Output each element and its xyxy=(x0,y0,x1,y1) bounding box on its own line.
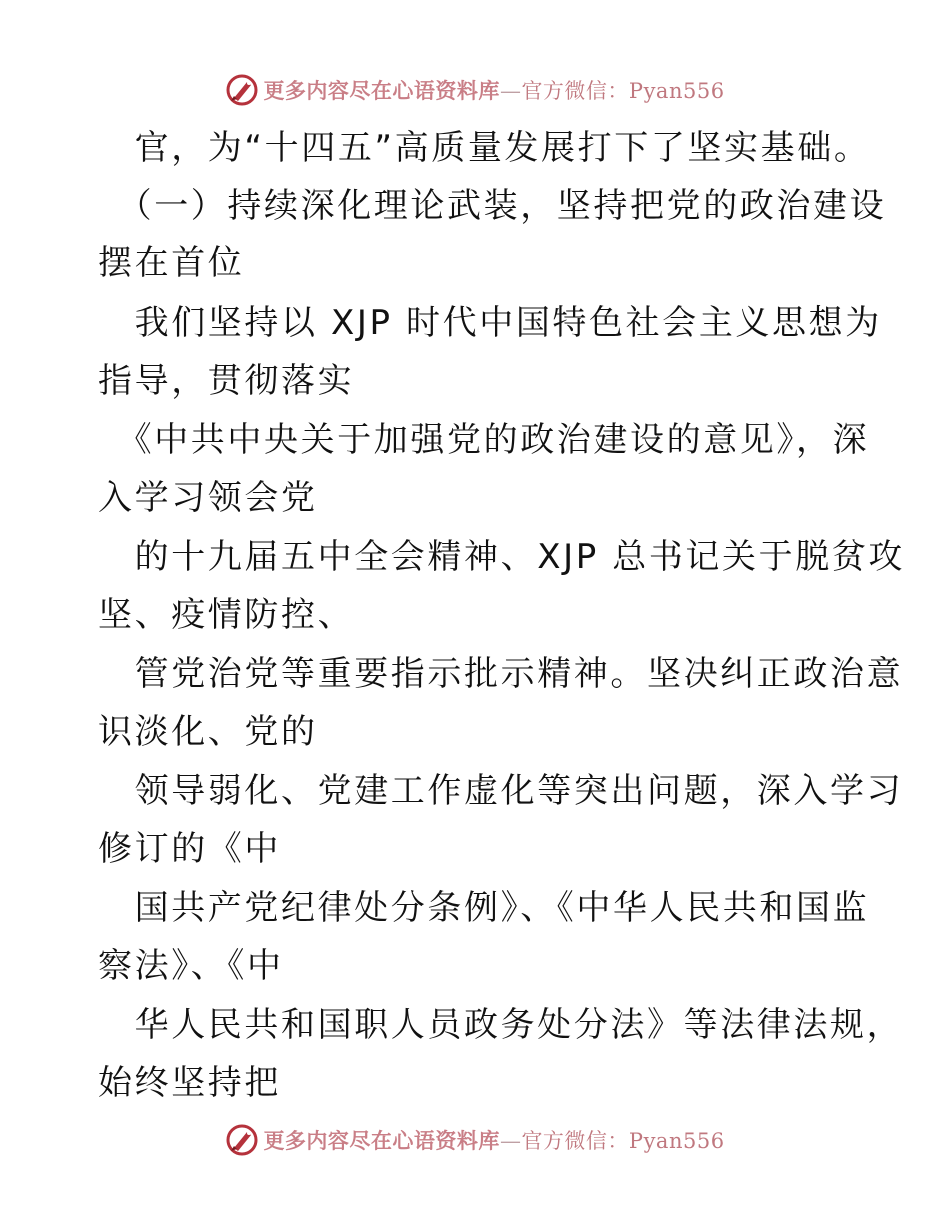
body-line: 的十九届五中全会精神、XJP 总书记关于脱贫攻 xyxy=(98,537,906,577)
pen-logo-icon xyxy=(225,73,259,107)
body-line: 华人民共和国职人员政务处分法》等法律法规， xyxy=(98,1005,904,1045)
body-line: 坚、疫情防控、 xyxy=(98,595,355,635)
body-line: （一）持续深化理论武装，坚持把党的政治建设 xyxy=(98,186,887,226)
body-line: 管党治党等重要指示批示精神。坚决纠正政治意 xyxy=(98,654,904,694)
header-banner xyxy=(0,68,950,112)
body-line: 领导弱化、党建工作虚化等突出问题，深入学习 xyxy=(98,771,904,811)
footer-banner-text: 更多内容尽在心语资料库—官方微信：Pyan556 xyxy=(263,1128,725,1153)
pen-logo-icon xyxy=(225,1123,259,1157)
body-line: 指导，贯彻落实 xyxy=(98,361,355,401)
header-banner-text: 更多内容尽在心语资料库—官方微信：Pyan556 xyxy=(263,78,725,103)
body-line: 我们坚持以 XJP 时代中国特色社会主义思想为 xyxy=(98,303,882,343)
body-line: 修订的《中 xyxy=(98,829,281,869)
body-line: 入学习领会党 xyxy=(98,478,318,518)
body-line: 《中共中央关于加强党的政治建设的意见》，深 xyxy=(98,420,870,460)
body-line: 官，为“十四五”高质量发展打下了坚实基础。 xyxy=(98,128,871,168)
body-line: 始终坚持把 xyxy=(98,1063,281,1103)
body-line: 识淡化、党的 xyxy=(98,712,318,752)
body-line: 摆在首位 xyxy=(98,243,245,283)
body-line: 察法》、《中 xyxy=(98,946,284,986)
body-line: 国共产党纪律处分条例》、《中华人民共和国监 xyxy=(98,888,870,928)
footer-banner xyxy=(0,1118,950,1162)
